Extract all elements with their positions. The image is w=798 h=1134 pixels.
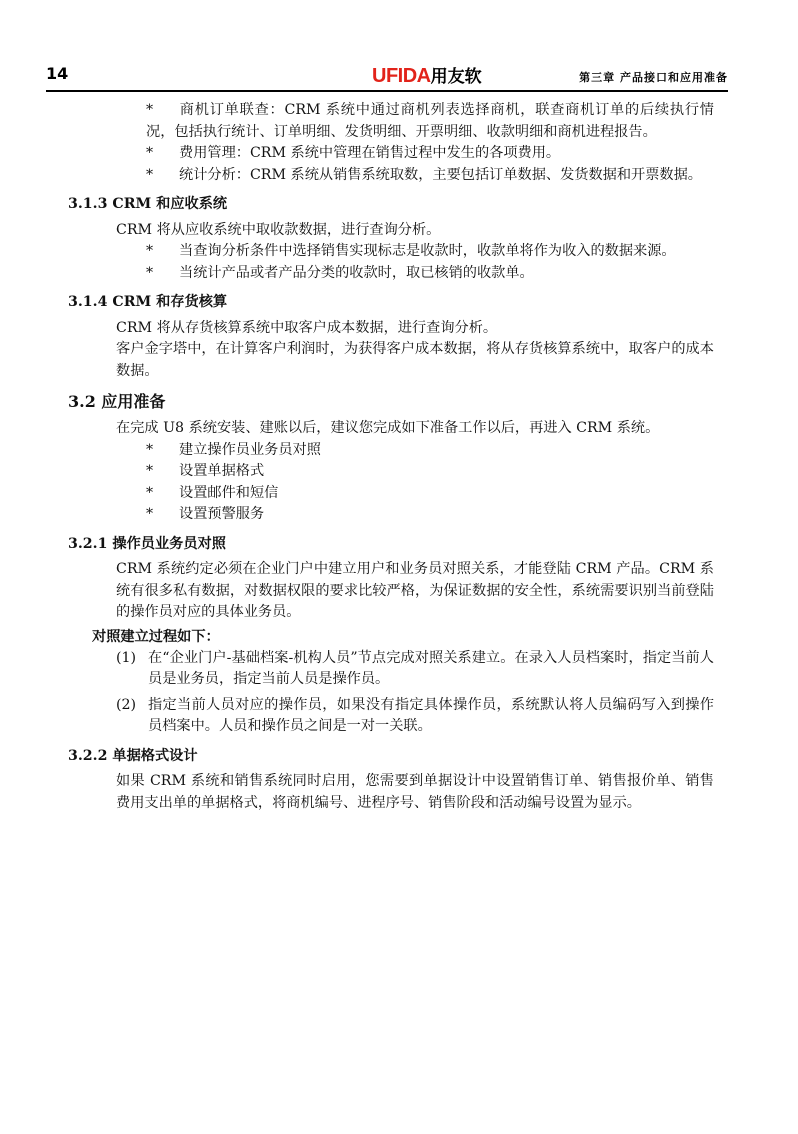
- bullet-star: *: [146, 264, 154, 281]
- bullet-star: *: [146, 506, 154, 522]
- subheading: 对照建立过程如下：: [92, 628, 220, 645]
- step-text: 指定当前人员对应的操作员，如果没有指定具体操作员，系统默认将人员编码写入到操作员档案中。人员和操作员之间是一对一关联。: [148, 696, 714, 734]
- paragraph: 客户金字塔中，在计算客户利润时，为获得客户成本数据，将从存货核算系统中，取客户的成本数据。: [116, 341, 714, 379]
- list-item: [146, 263, 714, 285]
- step-text: 在“企业门户-基础档案-机构人员”节点完成对照关系建立。在录入人员档案时，指定当前人员是业务员，指定当前人员是操作员。: [148, 649, 714, 687]
- numbered-step: [116, 695, 714, 738]
- bullet-text: 当查询分析条件中选择销售实现标志是收款时，收款单将作为收入的数据来源。: [179, 243, 676, 259]
- page-header: [46, 62, 728, 92]
- bullet-text: 商机订单联查：CRM 系统中通过商机列表选择商机，联查商机订单的后续执行情况，包括执行统计、订单明细、发货明细、开票明细、收款明细和商机进程报告。: [146, 102, 714, 140]
- section-heading-3-2: 3.2 应用准备: [68, 392, 166, 411]
- step-number: (1): [116, 649, 137, 666]
- paragraph: CRM 将从存货核算系统中取客户成本数据，进行查询分析。: [116, 319, 498, 336]
- bullet-star: *: [146, 484, 154, 501]
- list-item: [146, 504, 714, 526]
- bullet-text: 设置单据格式: [179, 463, 265, 479]
- page-number: 14: [46, 64, 69, 83]
- list-item: [146, 440, 714, 462]
- bullet-text: 建立操作员业务员对照: [179, 441, 321, 458]
- section-heading-3-2-1: 3.2.1 操作员业务员对照: [68, 535, 226, 552]
- list-item: [146, 100, 714, 143]
- bullet-star: *: [146, 166, 154, 183]
- logo-cn-text: 用友软: [430, 67, 482, 87]
- paragraph: 如果 CRM 系统和销售系统同时启用，您需要到单据设计中设置销售订单、销售报价单、销售费用支出单的单据格式，将商机编号、进程序号、销售阶段和活动编号设置为显示。: [116, 773, 714, 811]
- bullet-text: 设置邮件和短信: [179, 484, 279, 501]
- list-item: [146, 241, 714, 263]
- list-item: [146, 461, 714, 483]
- list-item: [146, 165, 714, 187]
- paragraph: CRM 系统约定必须在企业门户中建立用户和业务员对照关系，才能登陆 CRM 产品。CRM 系统有很多私有数据，对数据权限的要求比较严格，为保证数据的安全性，系统需要识别当前登陆的操作员对应的具体业务员。: [116, 561, 714, 620]
- paragraph: CRM 将从应收系统中取收款数据，进行查询分析。: [116, 221, 441, 238]
- section-heading-3-1-4: 3.1.4 CRM 和存货核算: [68, 294, 228, 310]
- list-item: [146, 143, 714, 165]
- page-body: [0, 100, 798, 814]
- chapter-title: 第三章 产品接口和应用准备: [579, 71, 728, 84]
- bullet-star: *: [146, 243, 154, 259]
- section-heading-3-2-2: 3.2.2 单据格式设计: [68, 747, 198, 764]
- logo-brand-text: UFIDA: [372, 65, 431, 87]
- bullet-text: 当统计产品或者产品分类的收款时，取已核销的收款单。: [179, 264, 534, 281]
- bullet-star: *: [146, 463, 154, 479]
- bullet-star: *: [146, 441, 154, 458]
- bullet-text: 设置预警服务: [179, 506, 265, 522]
- bullet-star: *: [146, 102, 154, 118]
- list-item: [146, 483, 714, 505]
- ufida-logo: [372, 62, 482, 88]
- numbered-step: [116, 648, 714, 691]
- header-rule: [46, 90, 728, 92]
- step-number: (2): [116, 696, 137, 713]
- bullet-text: 统计分析：CRM 系统从销售系统取数，主要包括订单数据、发货数据和开票数据。: [179, 166, 702, 183]
- paragraph: 在完成 U8 系统安装、建账以后，建议您完成如下准备工作以后，再进入 CRM 系统。: [116, 420, 660, 436]
- bullet-star: *: [146, 145, 154, 161]
- bullet-text: 费用管理：CRM 系统中管理在销售过程中发生的各项费用。: [179, 145, 561, 161]
- section-heading-3-1-3: 3.1.3 CRM 和应收系统: [68, 196, 228, 212]
